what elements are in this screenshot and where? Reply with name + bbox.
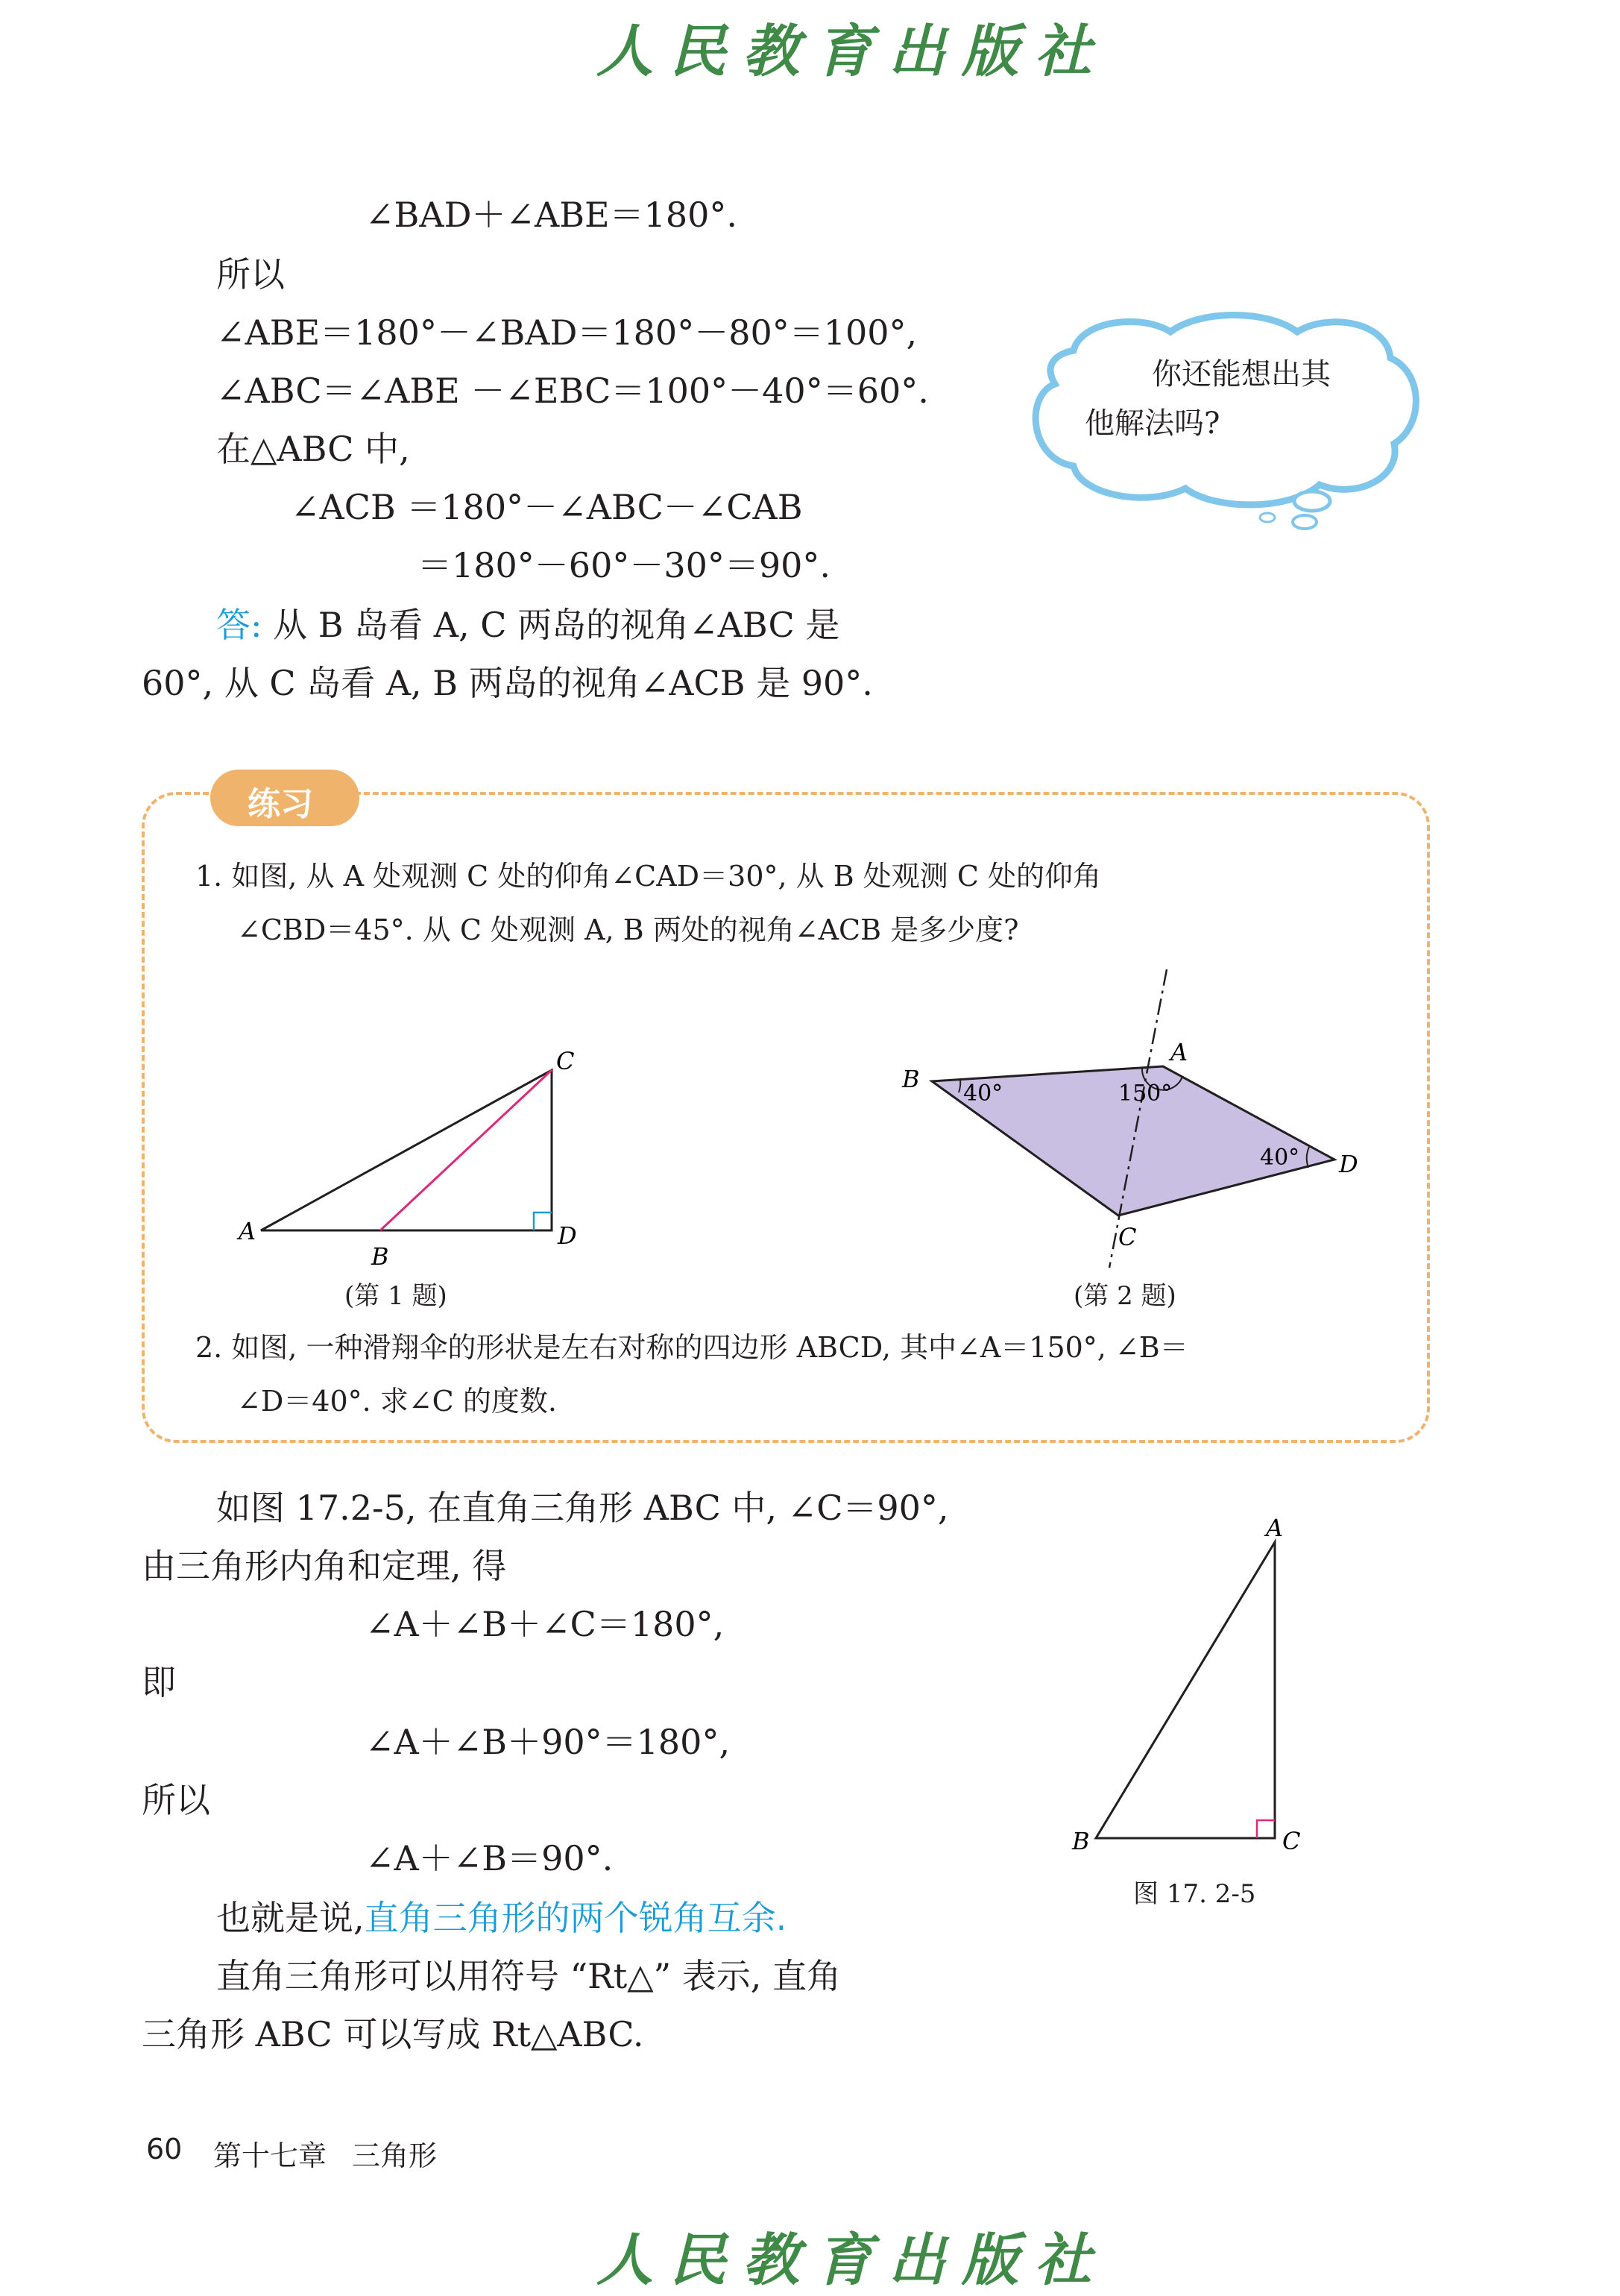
solution-line-2: 所以 [216, 254, 285, 295]
fig17-right-angle-mark [1257, 1820, 1275, 1838]
fig17-label-a: A [1266, 1514, 1284, 1542]
notation-line-1: 直角三角形可以用符号 “Rt△” 表示, 直角 [216, 1956, 842, 1996]
fig2-caption: (第 2 题) [1074, 1281, 1176, 1311]
fig17-label-b: B [1072, 1827, 1090, 1849]
fig2-label-b: B [902, 1065, 920, 1093]
body-line-4: 即 [142, 1662, 176, 1702]
exercise-q2-line-2: ∠D＝40°. 求∠C 的度数. [237, 1385, 557, 1418]
exercise-q2-line-1: 2. 如图, 一种滑翔伞的形状是左右对称的四边形 ABCD, 其中∠A＝150°, ∠B＝ [195, 1331, 1188, 1364]
solution-line-1: ∠BAD＋∠ABE＝180°. [365, 195, 738, 235]
body-line-1: 如图 17.2-5, 在直角三角形 ABC 中, ∠C＝90°, [216, 1488, 949, 1528]
bubble-dot-medium [1293, 515, 1317, 529]
exercise-tab-label: 练习 [248, 785, 313, 823]
conclusion-highlight: 直角三角形的两个锐角互余. [364, 1898, 787, 1938]
fig1-label-d: D [558, 1221, 577, 1250]
body-line-7: ∠A＋∠B＝90°. [365, 1838, 614, 1878]
fig2-label-c: C [1118, 1223, 1137, 1251]
answer-line-2: 60°, 从 C 岛看 A, B 两岛的视角∠ACB 是 90°. [142, 663, 873, 703]
conclusion-line [216, 1896, 787, 1940]
thought-bubble [1014, 306, 1431, 537]
fig17-caption: 图 17. 2-5 [1133, 1879, 1256, 1909]
figure-exercise-2 [895, 962, 1379, 1275]
fig1-label-c: C [556, 1047, 575, 1075]
body-line-5: ∠A＋∠B＋90°＝180°, [365, 1722, 731, 1762]
fig17-triangle [1096, 1542, 1275, 1838]
conclusion-prefix: 也就是说, [216, 1898, 365, 1938]
page-number: 60 [146, 2133, 183, 2166]
fig2-angle-a: 150° [1118, 1081, 1173, 1107]
answer-line-1 [216, 603, 839, 647]
solution-line-3: ∠ABE＝180°－∠BAD＝180°－80°＝100°, [216, 312, 918, 353]
fig2-angle-b: 40° [963, 1081, 1003, 1107]
exercise-q1-line-1: 1. 如图, 从 A 处观测 C 处的仰角∠CAD＝30°, 从 B 处观测 C 处的仰角 [195, 860, 1101, 893]
body-line-2: 由三角形内角和定理, 得 [142, 1546, 507, 1586]
fig17-label-c: C [1282, 1827, 1301, 1849]
fig1-label-a: A [239, 1217, 256, 1245]
publisher-watermark-bottom: 人民教育出版社 [596, 2227, 1108, 2293]
notation-line-2: 三角形 ABC 可以写成 Rt△ABC. [142, 2014, 644, 2054]
fig2-label-d: D [1339, 1150, 1358, 1178]
publisher-watermark-top: 人民教育出版社 [596, 18, 1108, 84]
answer-text-1: 从 B 岛看 A, C 两岛的视角∠ABC 是 [273, 605, 840, 645]
bubble-dot-small [1260, 513, 1275, 522]
fig2-label-a: A [1170, 1038, 1188, 1066]
bubble-text-1: 你还能想出其 [1152, 357, 1331, 391]
bubble-text-2: 他解法吗? [1085, 406, 1220, 441]
solution-line-7: ＝180°－60°－30°＝90°. [417, 545, 831, 585]
answer-label: 答: [216, 605, 262, 645]
solution-line-5: 在△ABC 中, [216, 429, 410, 469]
fig2-angle-d: 40° [1260, 1145, 1300, 1171]
footer-section: 三角形 [352, 2139, 438, 2172]
fig1-caption: (第 1 题) [344, 1281, 447, 1311]
solution-line-6: ∠ACB ＝180°－∠ABC－∠CAB [291, 487, 803, 527]
fig1-label-b: B [371, 1242, 389, 1271]
bubble-dot-large [1294, 491, 1330, 511]
body-line-6: 所以 [142, 1780, 210, 1820]
footer-chapter: 第十七章 [213, 2139, 327, 2172]
figure-exercise-1 [224, 1044, 611, 1283]
body-line-3: ∠A＋∠B＋∠C＝180°, [365, 1604, 725, 1644]
exercise-q1-line-2: ∠CBD＝45°. 从 C 处观测 A, B 两处的视角∠ACB 是多少度? [237, 913, 1019, 946]
fig1-right-angle-mark [534, 1213, 552, 1230]
figure-17-2-5 [1059, 1506, 1327, 1849]
solution-line-4: ∠ABC＝∠ABE －∠EBC＝100°－40°＝60°. [216, 371, 929, 411]
